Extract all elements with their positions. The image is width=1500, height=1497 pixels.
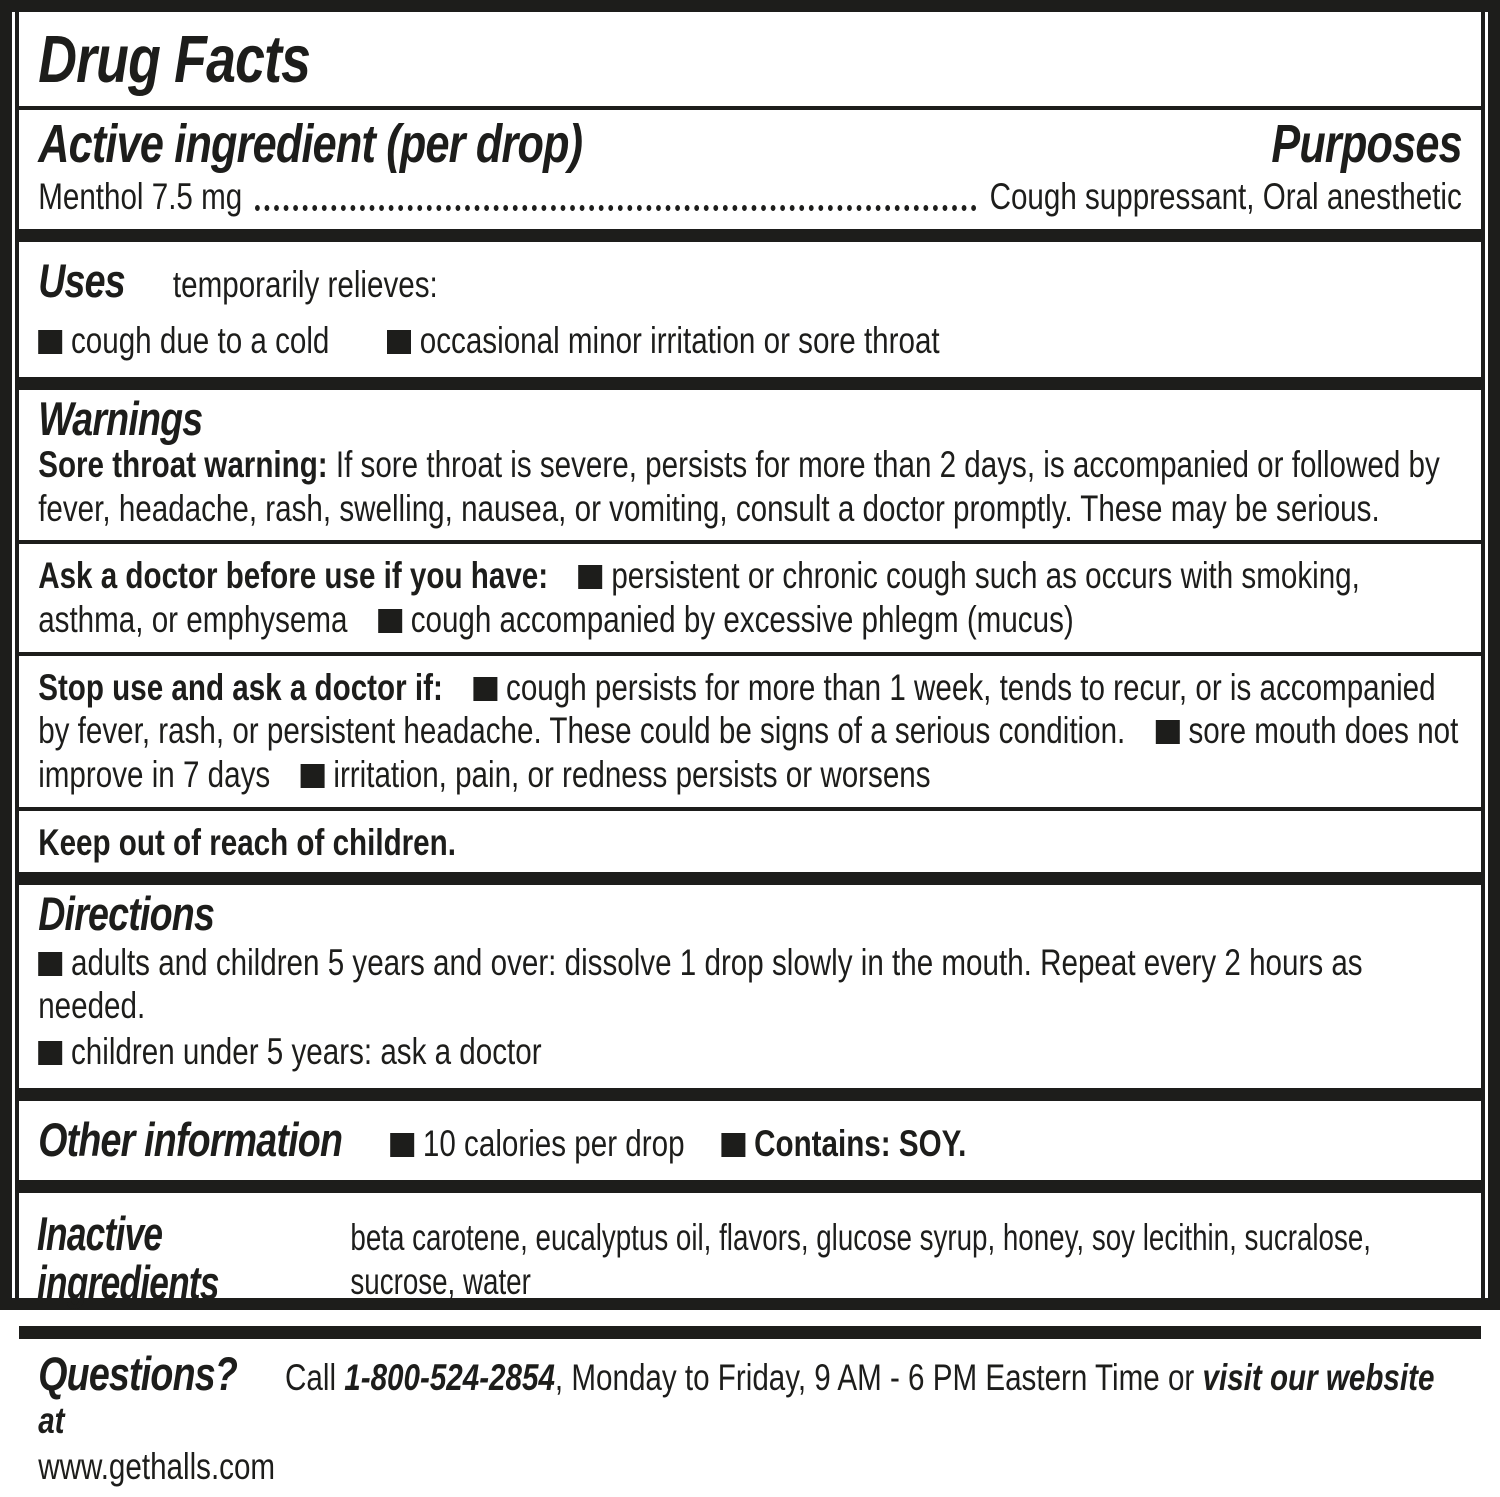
other-information-item: Contains: SOY. bbox=[721, 1122, 966, 1166]
inactive-ingredients-heading: Inactive ingredients bbox=[37, 1206, 219, 1310]
uses-heading: Uses bbox=[38, 253, 125, 307]
bullet-square-icon bbox=[473, 677, 497, 701]
other-information-section bbox=[19, 1101, 1481, 1180]
bullet-square-icon bbox=[301, 764, 325, 788]
uses-item: cough due to a cold bbox=[38, 319, 329, 363]
uses-intro: temporarily relieves: bbox=[172, 263, 438, 305]
uses-section bbox=[19, 242, 1481, 377]
bullet-square-icon bbox=[1156, 720, 1180, 744]
bullet-square-icon bbox=[721, 1133, 745, 1157]
active-ingredient-heading: Active ingredient (per drop) bbox=[38, 114, 583, 175]
section-divider bbox=[19, 1326, 1481, 1339]
warnings-subrule bbox=[19, 807, 1481, 811]
purposes-heading: Purposes bbox=[1271, 114, 1462, 175]
bullet-square-icon bbox=[38, 952, 62, 976]
bullet-square-icon bbox=[378, 609, 402, 633]
website-url: www.gethalls.com bbox=[38, 1445, 276, 1487]
directions-heading: Directions bbox=[38, 887, 215, 941]
section-divider bbox=[19, 229, 1481, 242]
purpose-text: Cough suppressant, Oral anesthetic bbox=[989, 176, 1462, 218]
section-divider bbox=[19, 872, 1481, 885]
section-divider bbox=[19, 1180, 1481, 1193]
section-divider bbox=[19, 377, 1481, 390]
warnings-subrule bbox=[19, 540, 1481, 544]
uses-item: occasional minor irritation or sore throat bbox=[387, 319, 940, 363]
other-information-item: 10 calories per drop bbox=[390, 1122, 684, 1166]
keep-out-of-reach-text: Keep out of reach of children. bbox=[38, 821, 456, 863]
active-ingredient-name: Menthol 7.5 mg bbox=[38, 176, 243, 218]
inactive-ingredients-section bbox=[19, 1193, 1481, 1326]
directions-item: children under 5 years: ask a doctor bbox=[38, 1030, 1462, 1074]
bullet-square-icon bbox=[390, 1133, 414, 1157]
page-title: Drug Facts bbox=[38, 22, 311, 97]
dotted-leader bbox=[255, 205, 977, 211]
bullet-square-icon bbox=[387, 330, 411, 354]
sore-throat-warning: Sore throat warning: If sore throat is severe, persists for more than 2 days, is accompanied or followed by fever, headache, rash, swelling, nausea, or vomiting, consult a doctor promptly. These may be serious. bbox=[38, 444, 1440, 529]
stop-use-warning: Stop use and ask a doctor if: cough persists for more than 1 week, tends to recur, or is accompanied by fever, rash, or persistent headache. These could be signs of a serious condition. sore mouth does not improve in 7 days irritation, pain, or redness persists or worsens bbox=[38, 666, 1459, 795]
phone-number: 1-800-524-2854 bbox=[344, 1356, 555, 1398]
warnings-heading: Warnings bbox=[38, 391, 203, 445]
label-inner-frame bbox=[15, 12, 1485, 1487]
questions-heading: Questions? bbox=[38, 1346, 238, 1400]
warnings-subrule bbox=[19, 652, 1481, 656]
questions-section bbox=[19, 1339, 1481, 1497]
section-divider bbox=[19, 1088, 1481, 1101]
ask-doctor-warning: Ask a doctor before use if you have: persistent or chronic cough such as occurs with smoking, asthma, or emphysema cough accompanied by excessive phlegm (mucus) bbox=[38, 555, 1360, 640]
title-section bbox=[19, 12, 1481, 106]
active-ingredient-section bbox=[19, 110, 1481, 228]
bullet-square-icon bbox=[579, 565, 603, 589]
bullet-square-icon bbox=[38, 330, 62, 354]
directions-section bbox=[19, 885, 1481, 1087]
inactive-ingredients-list: beta carotene, eucalyptus oil, flavors, glucose syrup, honey, soy lecithin, sucralose, sucrose, water bbox=[350, 1216, 1372, 1302]
warnings-section bbox=[19, 390, 1481, 873]
bullet-square-icon bbox=[38, 1041, 62, 1065]
questions-line: Questions? Call 1-800-524-2854, Monday to Friday, 9 AM - 6 PM Eastern Time or visit our website at bbox=[38, 1346, 1435, 1442]
other-information-heading: Other information bbox=[38, 1112, 343, 1166]
directions-item: adults and children 5 years and over: dissolve 1 drop slowly in the mouth. Repeat every 2 hours as needed. bbox=[38, 941, 1363, 1027]
